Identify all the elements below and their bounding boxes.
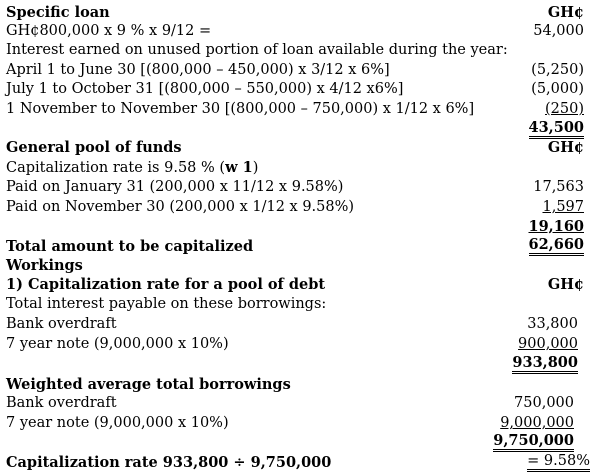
capitalization-rate-label: Capitalization rate 933,800 ÷ 9,750,000 bbox=[6, 454, 332, 471]
row-amount: 54,000 bbox=[533, 23, 584, 39]
row-amount: (5,250) bbox=[531, 62, 584, 78]
capitalization-rate-row bbox=[0, 453, 604, 472]
table-row bbox=[0, 120, 604, 139]
general-pool-header-row bbox=[0, 138, 604, 157]
w1-header-row bbox=[0, 275, 604, 294]
weighted-header-row bbox=[0, 375, 604, 394]
row-label: Paid on November 30 (200,000 x 1/12 x 9.58%) bbox=[6, 199, 355, 215]
table-row bbox=[0, 394, 604, 413]
row-amount: (250) bbox=[545, 101, 584, 117]
row-label: 7 year note (9,000,000 x 10%) bbox=[6, 415, 229, 431]
table-row bbox=[0, 335, 604, 354]
row-label: GH¢800,000 x 9 % x 9/12 = bbox=[6, 23, 212, 39]
row-amount: 750,000 bbox=[514, 395, 574, 411]
specific-loan-total: 43,500 bbox=[529, 120, 585, 139]
general-pool-heading: General pool of funds bbox=[6, 139, 182, 156]
table-row bbox=[0, 315, 604, 334]
row-amount: 1,597 bbox=[542, 199, 584, 215]
row-label: July 1 to October 31 [(800,000 – 550,000) x 4/12 x6%] bbox=[6, 81, 404, 97]
table-row bbox=[0, 198, 604, 217]
capitalization-rate-note: Capitalization rate is 9.58 % (w 1) bbox=[6, 159, 259, 176]
total-capitalized-label: Total amount to be capitalized bbox=[6, 238, 254, 255]
row-amount: 17,563 bbox=[533, 179, 584, 195]
capitalization-rate-value: = 9.58% bbox=[527, 453, 590, 472]
interest-total: 933,800 bbox=[512, 355, 578, 374]
table-row bbox=[0, 217, 604, 236]
interest-intro: Total interest payable on these borrowings: bbox=[6, 296, 327, 312]
specific-loan-header-row bbox=[0, 3, 604, 22]
table-row bbox=[0, 80, 604, 99]
table-row bbox=[0, 295, 604, 314]
weighted-heading: Weighted average total borrowings bbox=[6, 376, 291, 393]
row-label: April 1 to June 30 [(800,000 – 450,000) x 3/12 x 6%] bbox=[6, 62, 390, 78]
row-label: 7 year note (9,000,000 x 10%) bbox=[6, 336, 229, 352]
table-row bbox=[0, 41, 604, 60]
workings-header-row bbox=[0, 256, 604, 275]
currency-label: GH¢ bbox=[547, 4, 584, 21]
row-label: 1 November to November 30 [(800,000 – 750,000) x 1/12 x 6%] bbox=[6, 101, 475, 117]
w1-heading: 1) Capitalization rate for a pool of debt bbox=[6, 276, 326, 293]
row-label: Paid on January 31 (200,000 x 11/12 x 9.58%) bbox=[6, 179, 344, 195]
table-row bbox=[0, 355, 604, 374]
table-row bbox=[0, 22, 604, 41]
row-amount: (5,000) bbox=[531, 81, 584, 97]
general-pool-subtotal: 19,160 bbox=[528, 218, 584, 235]
total-capitalized-row bbox=[0, 237, 604, 256]
row-amount: 9,000,000 bbox=[500, 415, 574, 431]
table-row bbox=[0, 158, 604, 177]
total-capitalized-amount: 62,660 bbox=[529, 237, 585, 256]
table-row bbox=[0, 178, 604, 197]
table-row bbox=[0, 61, 604, 80]
row-label: Interest earned on unused portion of loan available during the year: bbox=[6, 42, 508, 58]
working-reference: w 1 bbox=[225, 159, 253, 176]
row-label: Bank overdraft bbox=[6, 395, 117, 411]
row-label: Bank overdraft bbox=[6, 316, 117, 332]
table-row bbox=[0, 414, 604, 433]
currency-label: GH¢ bbox=[547, 276, 584, 293]
row-amount: 900,000 bbox=[518, 336, 578, 352]
workings-heading: Workings bbox=[6, 257, 83, 274]
weighted-total: 9,750,000 bbox=[493, 433, 574, 452]
specific-loan-heading: Specific loan bbox=[6, 4, 110, 21]
table-row bbox=[0, 100, 604, 119]
table-row bbox=[0, 433, 604, 452]
row-amount: 33,800 bbox=[527, 316, 578, 332]
currency-label: GH¢ bbox=[547, 139, 584, 156]
